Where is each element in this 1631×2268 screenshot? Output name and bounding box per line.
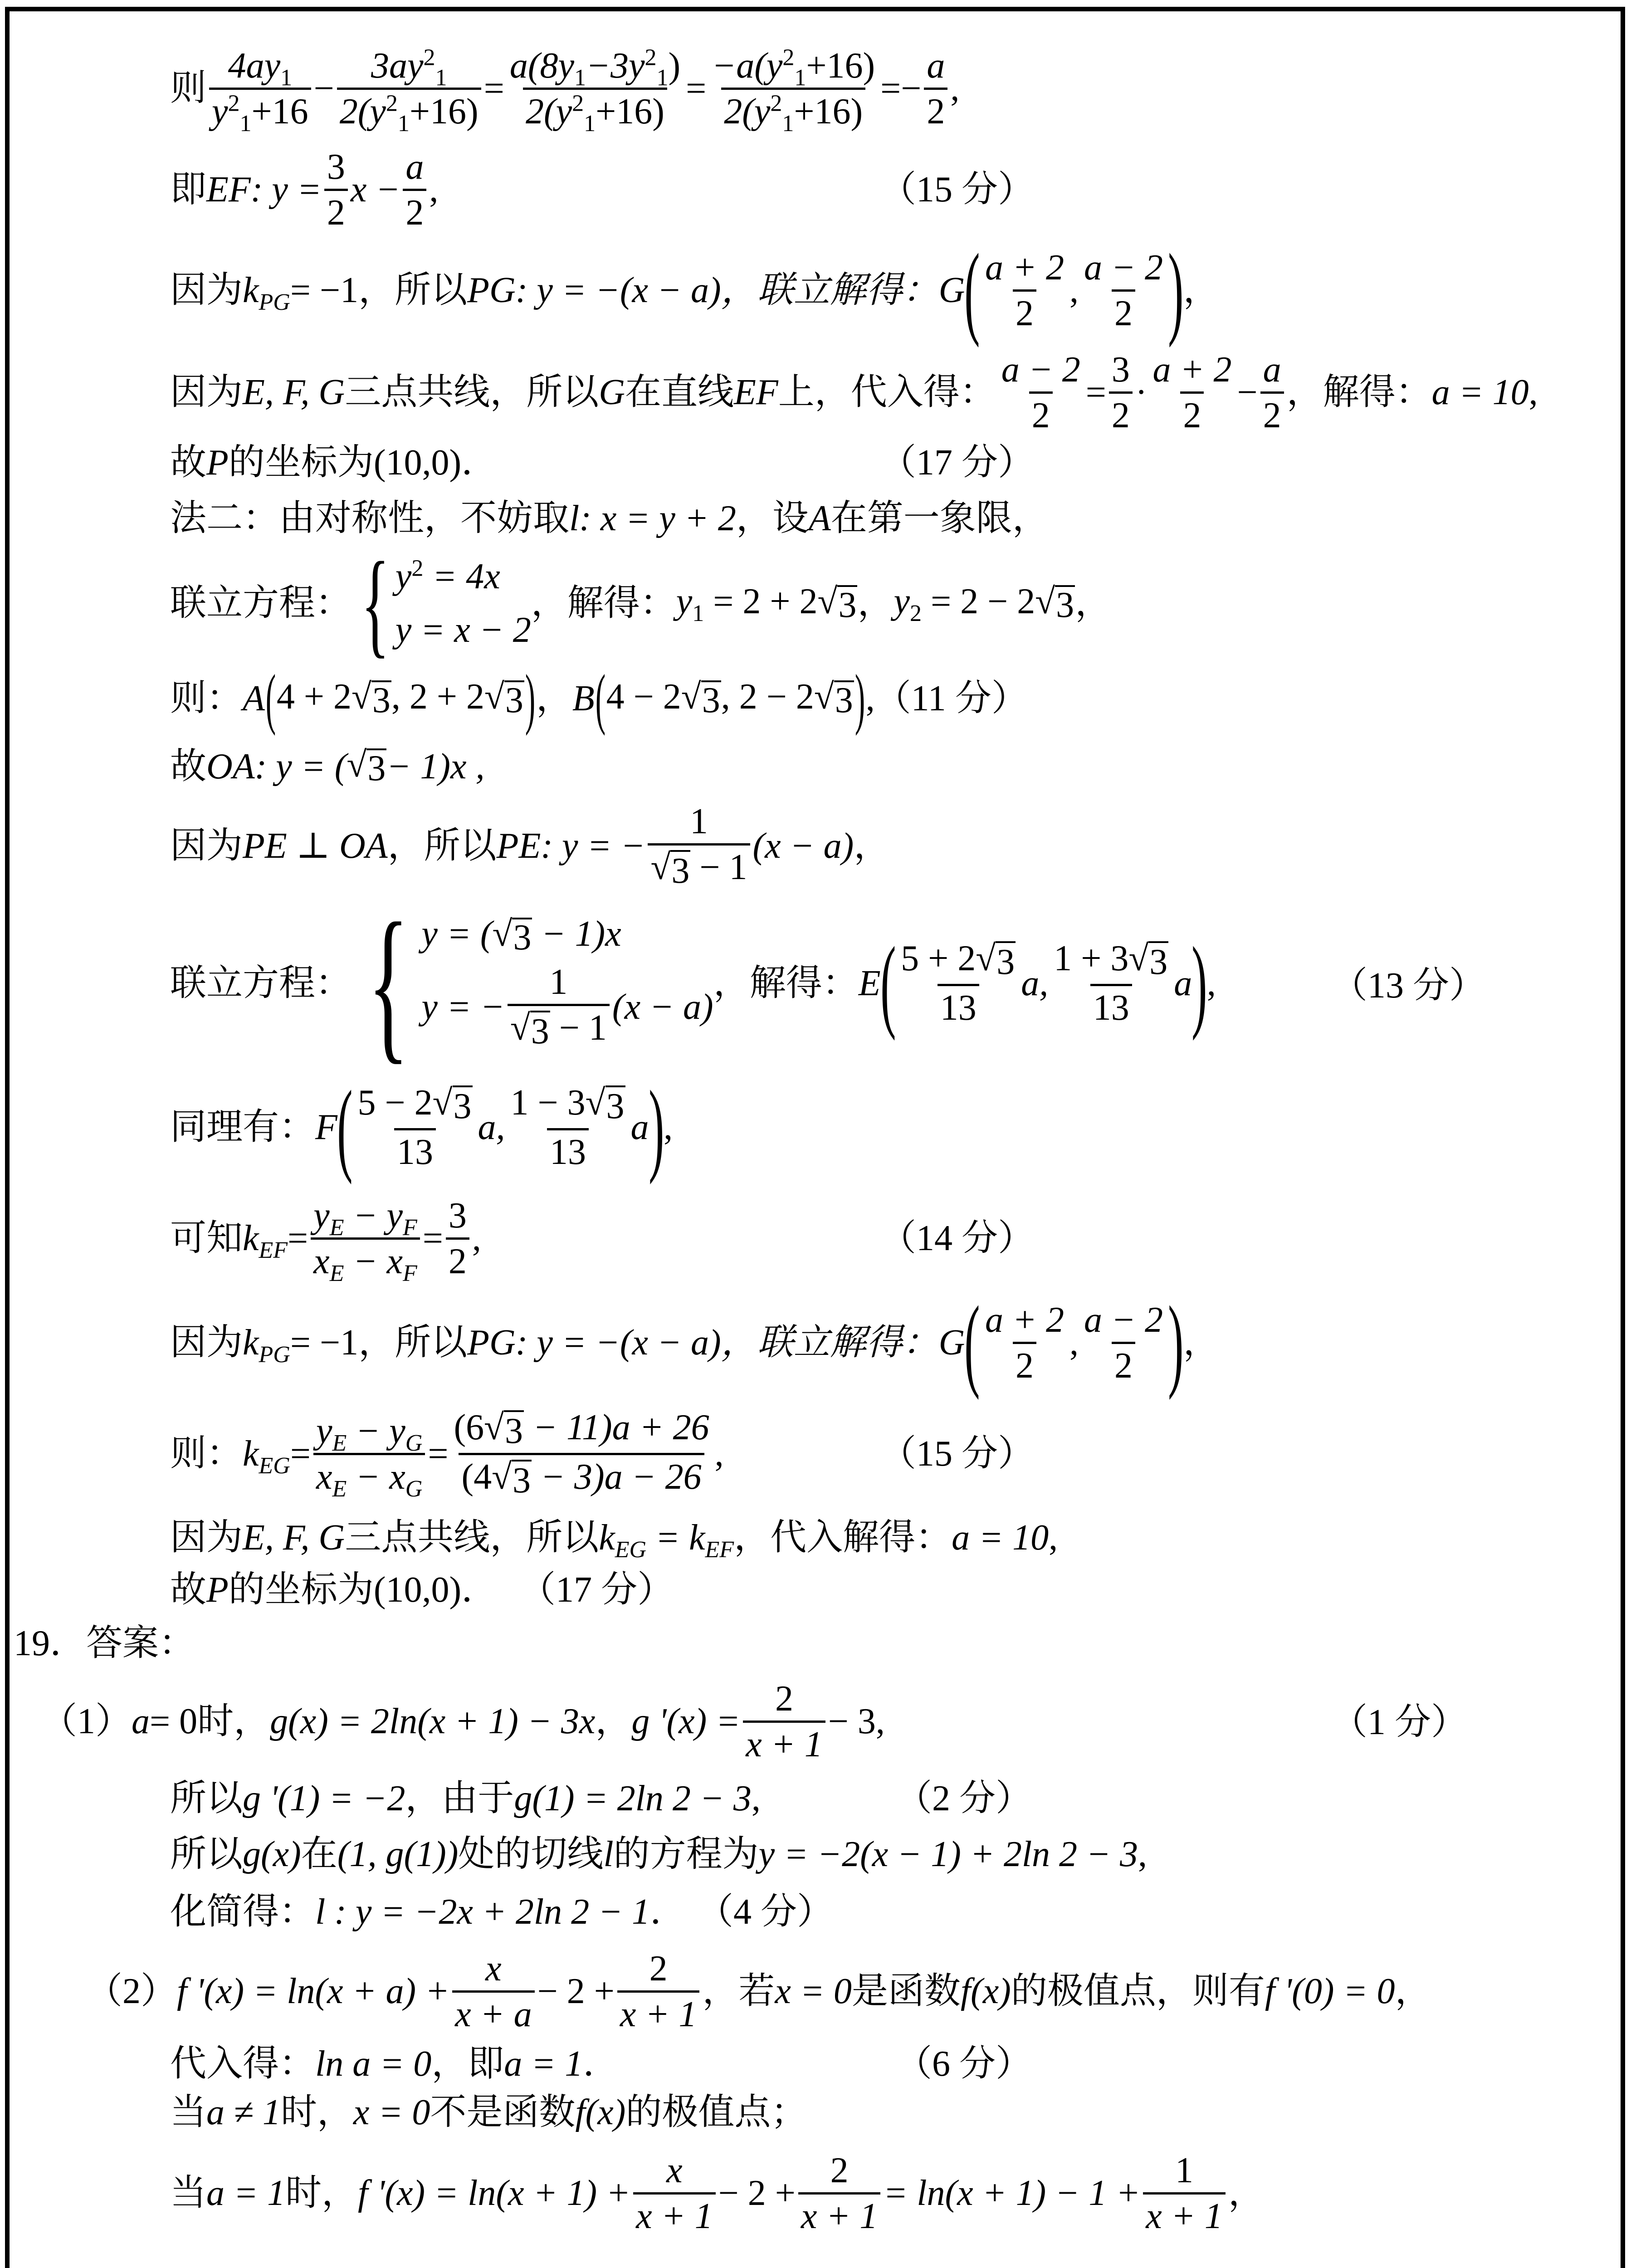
comma: , [865,679,875,719]
score-label: （4 分） [697,1892,834,1932]
math: g '(1) = −2 [243,1779,405,1818]
math: G [938,1323,965,1363]
right-paren: ) [855,661,865,736]
question-heading [14,1623,195,1664]
math: $k_{PG}$ [243,1323,290,1368]
fraction: $\frac{x}{x + 1}$ [633,2151,716,2235]
equation-line-1 [170,29,959,147]
text: 所以 [170,1834,243,1874]
equals: = [483,68,504,108]
fraction: $\frac{a + 2}{2}$ [985,247,1064,333]
minus: − [313,68,334,108]
text: 19．答案： [14,1623,195,1663]
text: 在第一象限， [830,499,1049,538]
math: : y = [250,170,322,210]
text: 当 [170,2092,206,2132]
math: x − [350,170,400,210]
fraction: 5 − 2 √ 3 13 [357,1082,472,1172]
math: 4 − 2 √ 3 , 2 − 2 √ 3 [606,677,853,720]
text-line-22 [170,1892,833,1932]
text: 代入得： [170,2044,315,2084]
text: ，由于 [405,1779,514,1818]
math: A [243,679,265,719]
text: 的坐标为(10,0)． [228,443,498,483]
fraction: $\frac{3ay^2_1}{2(y^2_1+16)}$ [337,47,481,131]
equals: = [686,68,707,108]
equation-line-2 [170,144,438,235]
math: EF [733,372,778,412]
math: : y = ( [254,747,347,787]
equals: = [428,1434,449,1474]
fraction: $\frac{y_E - y_G}{x_E - x_G}$ [313,1412,425,1496]
math: G [599,372,625,412]
math: $k_{EF}$ [243,1218,288,1263]
right-paren: ) [525,661,536,736]
text-line-21 [170,1833,1147,1876]
math: ln a = 0 [315,2044,432,2084]
score-label: （15 分） [880,1434,1034,1474]
fraction: 1 − 3 √ 3 13 [510,1082,625,1172]
text-line-16 [170,1515,1058,1563]
text: 的方程为 [613,1834,759,1874]
text: 时， [285,2173,358,2213]
text: ． [583,2044,620,2084]
score-label: （13 分） [1331,966,1485,1006]
math: a, [1021,963,1049,1003]
equation-line-10 [170,801,890,891]
text: 因为 [170,1323,243,1363]
fraction: 1 + 3 √ 3 13 [1054,938,1168,1028]
text: 不是函数 [430,2092,576,2132]
text: ，解得： [531,583,676,623]
equals: = [1085,372,1106,412]
equation-line-9 [170,744,484,789]
text: 联立方程： [170,963,352,1003]
left-paren: ( [265,661,276,736]
text: 当 [170,2173,206,2213]
equals: = [422,1218,443,1258]
fraction: $\frac{a - 2}{2}$ [1084,1300,1163,1386]
equals: = [288,1218,308,1258]
text: 的坐标为(10,0)． [228,1570,498,1610]
text: 三点共线，所以 [345,372,599,412]
fraction: $\frac{3}{2}$ [446,1197,469,1281]
equation-line-4 [170,347,1538,438]
math: g(x) = 2ln(x + 1) − 3x [270,1701,596,1741]
math: − 1)x , [386,747,485,787]
math: : y = − [541,826,645,866]
system-of-equations: { $y^2 = 4x$ y = x − 2 [361,538,531,669]
math: − 2 + [718,2173,796,2213]
text: ． [650,1892,687,1932]
math: a = 10 [1431,372,1529,412]
math: 4 + 2 √ 3 , 2 + 2 √ 3 [276,677,523,720]
text: ，解得： [713,963,859,1003]
math: $k_{EG}$ [243,1434,290,1479]
math: E, F, G [243,372,345,412]
left-paren: ( [964,232,980,348]
part-label: （2） [86,1971,177,2011]
math: a = 10 [952,1518,1049,1558]
fraction: $\frac{2}{x + 1}$ [798,2151,881,2235]
fraction: $\frac{a}{2}$ [403,148,426,232]
left-paren: ( [964,1285,980,1400]
text: 则： [170,1434,243,1474]
text: 在 [301,1834,337,1874]
math: E [858,963,881,1003]
equation-line-14 [170,1285,1220,1400]
math: g(1) = 2ln 2 − 3 [514,1779,752,1818]
comma: , [875,1701,885,1741]
text: 法二：由对称性，不妨取 [170,499,569,538]
text: 则 [170,68,206,108]
text: 同理有： [170,1107,315,1147]
equation-line-8 [170,661,1028,736]
text: ， [536,679,572,719]
text: 故 [170,443,206,483]
math: y = −2(x − 1) + 2ln 2 − 3 [758,1834,1138,1874]
equation-line-3 [170,232,1220,348]
text: ，解得： [1286,372,1432,412]
math: EF [206,170,251,210]
text: 的极值点，则有 [1011,1971,1265,2011]
equation-line-11 [170,887,1216,1079]
equals: = [880,68,901,108]
equation-line-26 [170,2148,1265,2239]
math: g '(x) = [631,1701,741,1741]
comma: , [1206,963,1216,1003]
math: a, [478,1107,505,1147]
comma: ， [1183,1323,1220,1363]
score-label: （17 分） [519,1570,674,1610]
math: $y_1 = 2 + 2$ √ 3 [676,582,857,626]
text: 是函数 [851,1971,961,2011]
text-line-6 [170,498,1049,539]
math: l [569,499,580,538]
fraction: (6 √ 3 − 11)a + 26 (4 √ 3 − 3)a − 26 [454,1407,709,1501]
score-label: （14 分） [880,1218,1034,1258]
math: f '(x) = ln(x + a) + [177,1971,450,2011]
comma: ， [1228,2173,1265,2213]
math: x = 0 [775,1971,852,2011]
math: $k_{EG} = k_{EF}$ [599,1518,734,1563]
system-of-equations: { y = ( √ 3 − 1)x y = − 1 √ 3 − 1 (x − a) [367,887,713,1079]
text: 则： [170,679,243,719]
fraction: $\frac{a}{2}$ [924,47,947,131]
equation-line-23 [86,1946,1431,2037]
math: l [603,1834,614,1874]
math: E, F, G [243,1518,345,1558]
math: a = 1 [504,2044,583,2084]
text: 因为 [170,1518,243,1558]
equation-line-12 [170,1069,673,1185]
comma: , [1138,1834,1148,1874]
fraction: 1 √ 3 − 1 [648,802,750,890]
math: a [630,1107,649,1147]
text: 即 [170,170,206,210]
text: ， [857,583,894,623]
left-paren: ( [595,661,606,736]
math: a [1174,963,1192,1003]
right-paren: ) [648,1069,664,1185]
math: B [572,679,595,719]
math: (x − a) [752,826,854,866]
part-label: （1） [41,1701,132,1741]
text: 的极值点； [625,2092,807,2132]
comma: , [950,68,960,108]
left-paren: ( [337,1069,353,1185]
text: ，若 [702,1971,775,2011]
equals: = [290,1434,311,1474]
math: : x = y + 2 [579,499,736,538]
fraction: $\frac{a - 2}{2}$ [1001,349,1080,435]
text: 所以 [170,1779,243,1818]
fraction: $\frac{a + 2}{2}$ [1152,349,1232,435]
fraction: $\frac{a}{2}$ [1260,351,1284,435]
math: f '(0) = 0 [1265,1971,1395,2011]
comma: ， [1183,270,1220,310]
math: = ln(x + 1) − 1 + [883,2173,1141,2213]
math: : y = −(x − a)，联立解得： [515,270,939,310]
text: 处的切线 [458,1834,604,1874]
math: OA [206,747,255,787]
math: P [206,1570,229,1610]
fraction: $\frac{a(8y_1-3y^2_1)}{2(y^2_1+16)}$ [509,44,681,137]
math: a = 1 [206,2173,285,2213]
fraction: $\frac{3}{2}$ [324,148,348,232]
text: 三点共线，所以 [345,1518,599,1558]
text-line-20 [170,1778,761,1819]
fraction: $\frac{2}{x + 1}$ [743,1680,825,1764]
score-label: （1 分） [1331,1702,1467,1742]
text: ，即 [431,2044,504,2084]
math: − 3 [828,1701,876,1741]
math: $y_2 = 2 - 2$ √ 3 [894,582,1074,626]
comma: , [664,1107,673,1147]
text-line-24 [170,2043,619,2084]
fraction: $\frac{1}{x + 1}$ [1143,2151,1226,2235]
left-paren: ( [880,925,896,1041]
math: f(x) [575,2092,626,2132]
text: = −1，所以 [290,270,468,310]
sqrt: √ 3 [347,745,386,788]
equation-line-13 [170,1193,481,1284]
math: PE ⊥ OA [243,826,388,866]
text: 因为 [170,270,243,310]
comma: , [751,1779,761,1818]
comma: , [429,170,439,210]
score-label: （15 分） [880,170,1034,210]
fraction: $\frac{-a(y^2_1+16)}{2(y^2_1+16)}$ [712,44,875,137]
text: 故 [170,1570,206,1610]
comma: ， [854,826,890,866]
text-line-17 [170,1569,674,1610]
equation-line-15 [170,1406,724,1501]
math: PG [467,1323,516,1363]
text: ， [595,1701,632,1741]
minus: − [901,68,922,108]
math: PE [496,826,541,866]
math: : y = −(x − a)，联立解得： [515,1323,939,1363]
fraction: $\frac{a + 2}{2}$ [985,1300,1064,1386]
text: 时， [280,2092,353,2132]
fraction: $\frac{a - 2}{2}$ [1084,247,1163,333]
math: x = 0 [353,2092,430,2132]
text: 因为 [170,372,243,412]
score-label: （2 分） [896,1779,1032,1818]
fraction: $\frac{y_E - y_F}{x_E - x_F}$ [311,1197,420,1281]
text: 在直线 [625,372,734,412]
text-line-5 [170,442,498,483]
right-paren: ) [1168,232,1184,348]
comma: ， [1075,583,1112,623]
fraction: $\frac{4ay_1}{y^2_1+16}$ [209,47,311,131]
math: f '(x) = ln(x + 1) + [357,2173,631,2213]
minus: − [1237,372,1258,412]
dot: · [1135,372,1148,412]
score-label: （6 分） [896,2044,1032,2084]
comma: , [1528,372,1538,412]
comma: , [472,1218,481,1258]
text: ，设 [736,499,809,538]
fraction: $\frac{3}{2}$ [1109,351,1133,435]
fraction: 5 + 2 √ 3 13 [901,938,1015,1028]
text: ，代入解得： [734,1518,952,1558]
comma: , [1069,1323,1079,1363]
math: $k_{PG}$ [243,270,290,315]
text: = −1，所以 [290,1323,468,1363]
score-label: （17 分） [880,443,1034,483]
math: G [938,270,965,310]
fraction: $\frac{2}{x + 1}$ [617,1950,700,2033]
equation-line-19 [41,1674,885,1769]
right-paren: ) [1168,1285,1184,1400]
text: ，所以 [387,826,497,866]
math: P [206,443,229,483]
text: 因为 [170,826,243,866]
math: F [315,1107,337,1147]
math: f(x) [960,1971,1011,2011]
text: = 0时， [150,1701,270,1741]
comma: , [1069,270,1079,310]
math: l : y = −2x + 2ln 2 − 1 [315,1892,650,1932]
math: PG [467,270,516,310]
math: (1, g(1)) [337,1834,459,1874]
equation-line-7 [170,538,1112,669]
math: g(x) [243,1834,301,1874]
text-line-25 [170,2092,807,2133]
math: − 2 + [537,1971,615,2011]
score-label: （11 分） [874,679,1028,719]
comma: , [714,1434,724,1474]
comma: , [1049,1518,1058,1558]
text: 故 [170,747,206,787]
math: a [132,1701,150,1741]
comma: ， [1395,1971,1431,2011]
fraction: $\frac{x}{x + a}$ [452,1950,535,2033]
math: a ≠ 1 [206,2092,281,2132]
text: 上，代入得： [778,372,996,412]
math: A [808,499,831,538]
text: 联立方程： [170,583,352,623]
right-paren: ) [1192,925,1207,1041]
text: 化简得： [170,1892,315,1932]
text: 可知 [170,1218,243,1258]
